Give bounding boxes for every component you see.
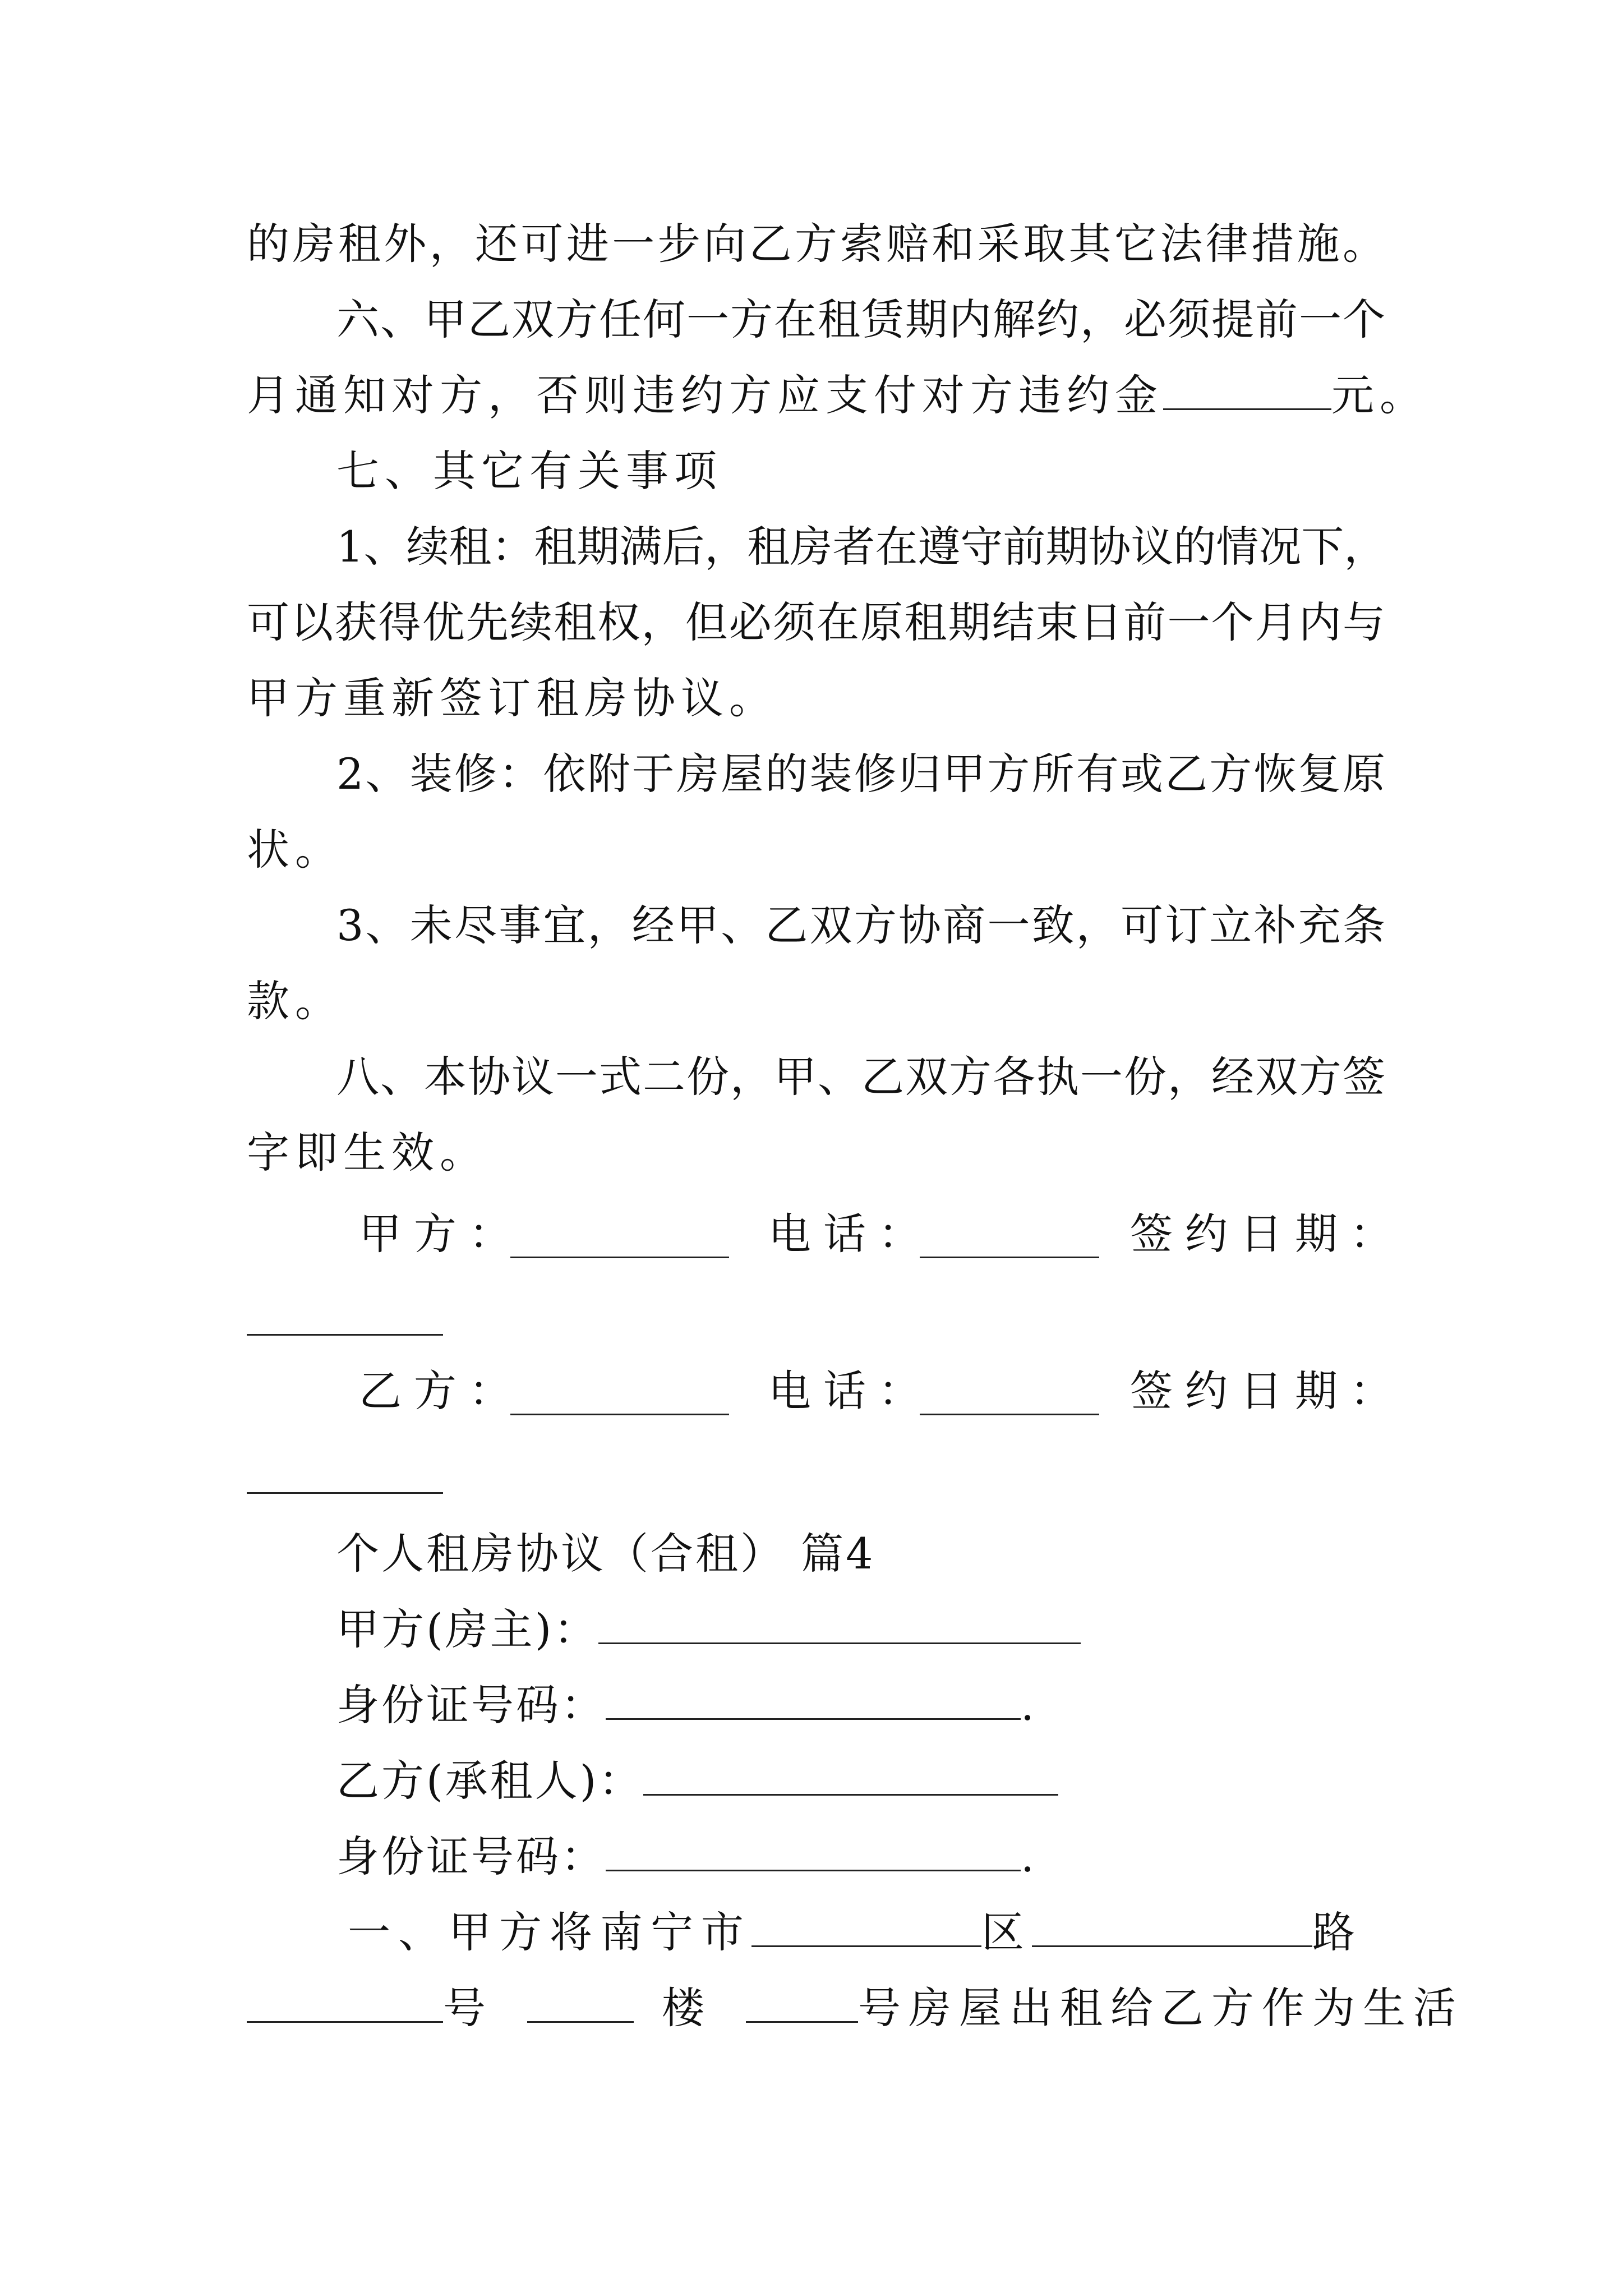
tenant-blank <box>643 1759 1058 1796</box>
phone-label: 电话： <box>768 1209 933 1259</box>
tenant-label: 乙方(承租人)： <box>336 1756 644 1806</box>
district-blank <box>751 1911 981 1947</box>
landlord-blank <box>598 1608 1081 1644</box>
date-blank <box>247 1334 443 1336</box>
paragraph-line: 可以获得优先续租权，但必须在原租期结束日前一个月内与 <box>247 597 1385 647</box>
line-text: 号房屋出租给乙方作为生活 <box>858 1983 1464 2033</box>
section-heading: 七、其它有关事项 <box>336 446 722 496</box>
phone-blank <box>920 1414 1099 1415</box>
paragraph-line: 1、续租：租期满后，租房者在遵守前期协议的情况下， <box>336 522 1387 572</box>
paragraph-line: 款。 <box>247 976 343 1026</box>
number-blank <box>247 1986 443 2023</box>
line-text: 楼 <box>662 1983 712 2033</box>
clause-line <box>247 1977 1464 2039</box>
party-a-blank <box>510 1257 729 1258</box>
landlord-label: 甲方(房主)： <box>336 1604 599 1654</box>
line-text: 路 <box>1312 1907 1363 1957</box>
party-b-label: 乙方： <box>359 1366 524 1416</box>
form-line <box>336 1826 1385 1888</box>
phone-blank <box>920 1257 1099 1258</box>
id-number-blank <box>606 1835 1021 1871</box>
line-text: 区 <box>981 1907 1032 1957</box>
clause-line <box>348 1902 1391 1963</box>
road-blank <box>1032 1911 1312 1947</box>
id-number-label: 身份证号码： <box>336 1832 606 1881</box>
date-blank <box>247 1492 443 1494</box>
building-blank <box>527 1986 634 2023</box>
form-line <box>336 1674 1385 1736</box>
id-number-blank <box>606 1683 1021 1720</box>
date-label: 签约日期： <box>1130 1209 1405 1259</box>
form-line <box>336 1599 1385 1660</box>
room-blank <box>746 1986 858 2023</box>
paragraph-line: 八、本协议一式二份，甲、乙双方各执一份，经双方签 <box>336 1052 1385 1102</box>
line-text: 元。 <box>1331 370 1428 420</box>
period: . <box>1021 1680 1037 1730</box>
line-text: 月通知对方，否则违约方应支付对方违约金 <box>247 370 1163 420</box>
paragraph-line: 字即生效。 <box>247 1128 488 1177</box>
date-label: 签约日期： <box>1130 1366 1405 1416</box>
paragraph-line: 2、装修：依附于房屋的装修归甲方所有或乙方恢复原 <box>336 749 1385 799</box>
fill-in-blank-penalty <box>1163 374 1331 410</box>
line-text: 一、甲方将南宁市 <box>348 1907 751 1957</box>
paragraph-line: 3、未尽事宜，经甲、乙双方协商一致，可订立补充条 <box>336 900 1385 950</box>
paragraph-line: 甲方重新签订租房协议。 <box>247 673 777 723</box>
paragraph-line: 的房租外，还可进一步向乙方索赔和采取其它法律措施。 <box>247 219 1385 269</box>
id-number-label: 身份证号码： <box>336 1680 606 1730</box>
party-b-blank <box>510 1414 729 1415</box>
section-title: 个人租房协议（合租） 篇4 <box>336 1529 875 1579</box>
form-line <box>336 1750 1385 1812</box>
line-text: 号 <box>443 1983 494 2033</box>
paragraph-line: 状。 <box>247 825 343 875</box>
phone-label: 电话： <box>768 1366 933 1416</box>
paragraph-line <box>247 365 1428 426</box>
period: . <box>1021 1832 1037 1881</box>
paragraph-line: 六、甲乙双方任何一方在租赁期内解约，必须提前一个 <box>336 295 1385 344</box>
party-a-label: 甲方： <box>359 1209 524 1259</box>
